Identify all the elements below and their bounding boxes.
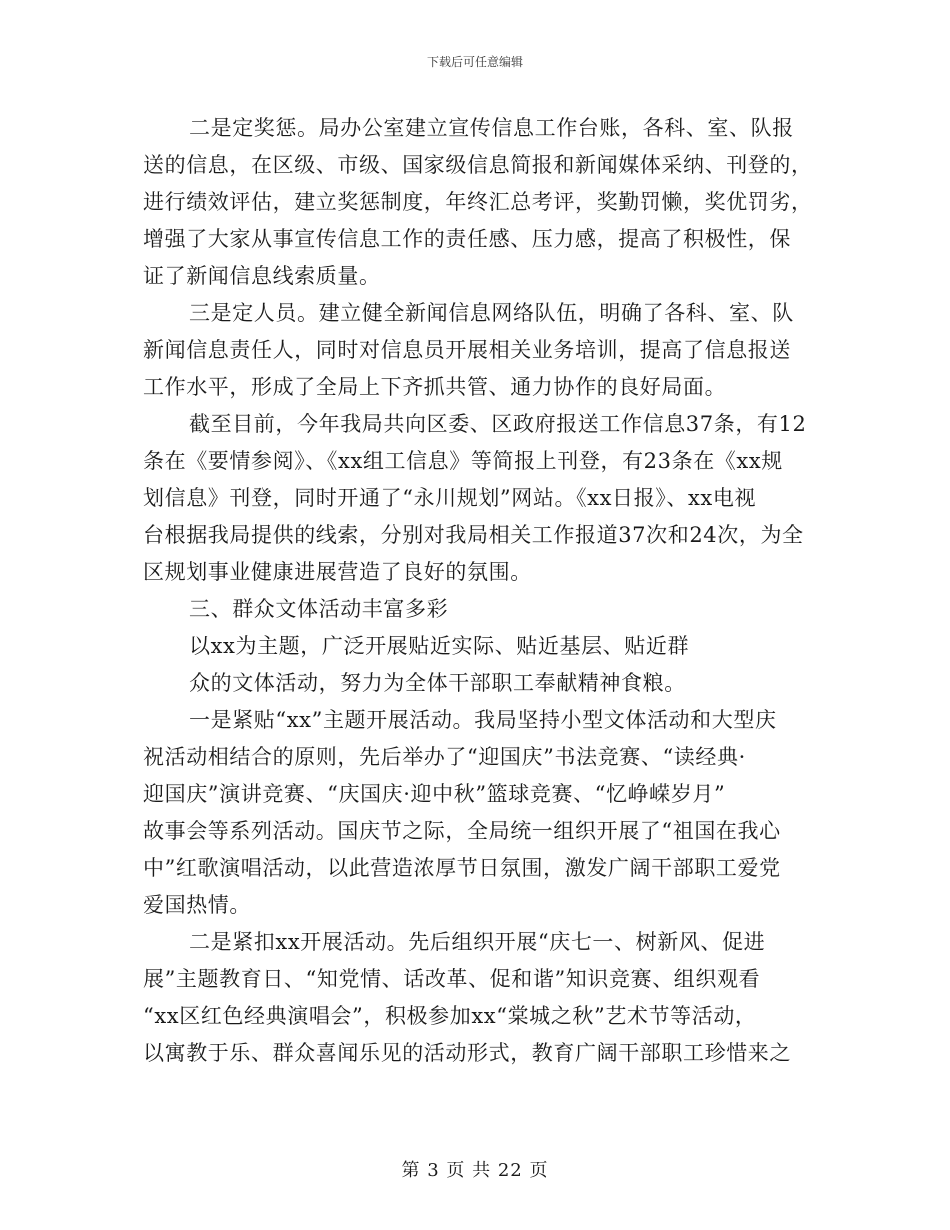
paragraph-line: 增强了大家从事宣传信息工作的责任感、压力感，提高了积极性，保 [143, 227, 791, 251]
paragraph-line: 爱国热情。 [143, 893, 251, 917]
paragraph-line: 众的文体活动，努力为全体干部职工奉献精神食粮。 [189, 671, 686, 695]
paragraph-line: “xx区红色经典演唱会”，积极参加xx“棠城之秋”艺术节等活动， [143, 1004, 757, 1028]
paragraph-line: 工作水平，形成了全局上下齐抓共管、通力协作的良好局面。 [143, 375, 727, 399]
paragraph-line: 条在《要情参阅》、《xx组工信息》等简报上刊登，有23条在《xx规 [143, 449, 783, 473]
paragraph-line: 证了新闻信息线索质量。 [143, 264, 381, 288]
paragraph-line: 三是定人员。建立健全新闻信息网络队伍，明确了各科、室、队 [189, 301, 794, 325]
paragraph-line: 一是紧贴“xx”主题开展活动。我局坚持小型文体活动和大型庆 [189, 708, 777, 732]
paragraph-line: 进行绩效评估，建立奖惩制度，年终汇总考评，奖勤罚懒，奖优罚劣， [143, 190, 813, 214]
paragraph-line: 新闻信息责任人，同时对信息员开展相关业务培训，提高了信息报送 [143, 338, 791, 362]
section-heading: 三、群众文体活动丰富多彩 [189, 597, 449, 621]
paragraph-line: 中”红歌演唱活动，以此营造浓厚节日氛围，激发广阔干部职工爱党 [143, 856, 781, 880]
paragraph-line: 以寓教于乐、群众喜闻乐见的活动形式，教育广阔干部职工珍惜来之 [143, 1041, 791, 1065]
paragraph-line: 截至目前，今年我局共向区委、区政府报送工作信息37条，有12 [189, 412, 807, 436]
paragraph-line: 故事会等系列活动。国庆节之际，全局统一组织开展了“祖国在我心 [143, 819, 781, 843]
paragraph-line: 划信息》刊登，同时开通了“永川规划”网站。《xx日报》、xx电视 [143, 486, 757, 510]
paragraph-line: 迎国庆”演讲竞赛、“庆国庆·迎中秋”篮球竞赛、“忆峥嵘岁月” [143, 782, 726, 806]
page-header: 下载后可任意编辑 [426, 55, 523, 69]
paragraph-line: 台根据我局提供的线索，分别对我局相关工作报道37次和24次，为全 [143, 523, 804, 547]
page-number-footer: 第 3 页 共 22 页 [401, 1160, 549, 1181]
paragraph-line: 区规划事业健康进展营造了良好的氛围。 [143, 560, 532, 584]
paragraph-line: 二是定奖惩。局办公室建立宣传信息工作台账，各科、室、队报 [189, 116, 794, 140]
paragraph-line: 送的信息，在区级、市级、国家级信息简报和新闻媒体采纳、刊登的， [143, 153, 813, 177]
paragraph-line: 以xx为主题，广泛开展贴近实际、贴近基层、贴近群 [189, 634, 690, 658]
paragraph-line: 二是紧扣xx开展活动。先后组织开展“庆七一、树新风、促进 [189, 930, 766, 954]
paragraph-line: 祝活动相结合的原则，先后举办了“迎国庆”书法竞赛、“读经典· [143, 745, 746, 769]
paragraph-line: 展”主题教育日、“知党情、话改革、促和谐”知识竞赛、组织观看 [143, 967, 761, 991]
